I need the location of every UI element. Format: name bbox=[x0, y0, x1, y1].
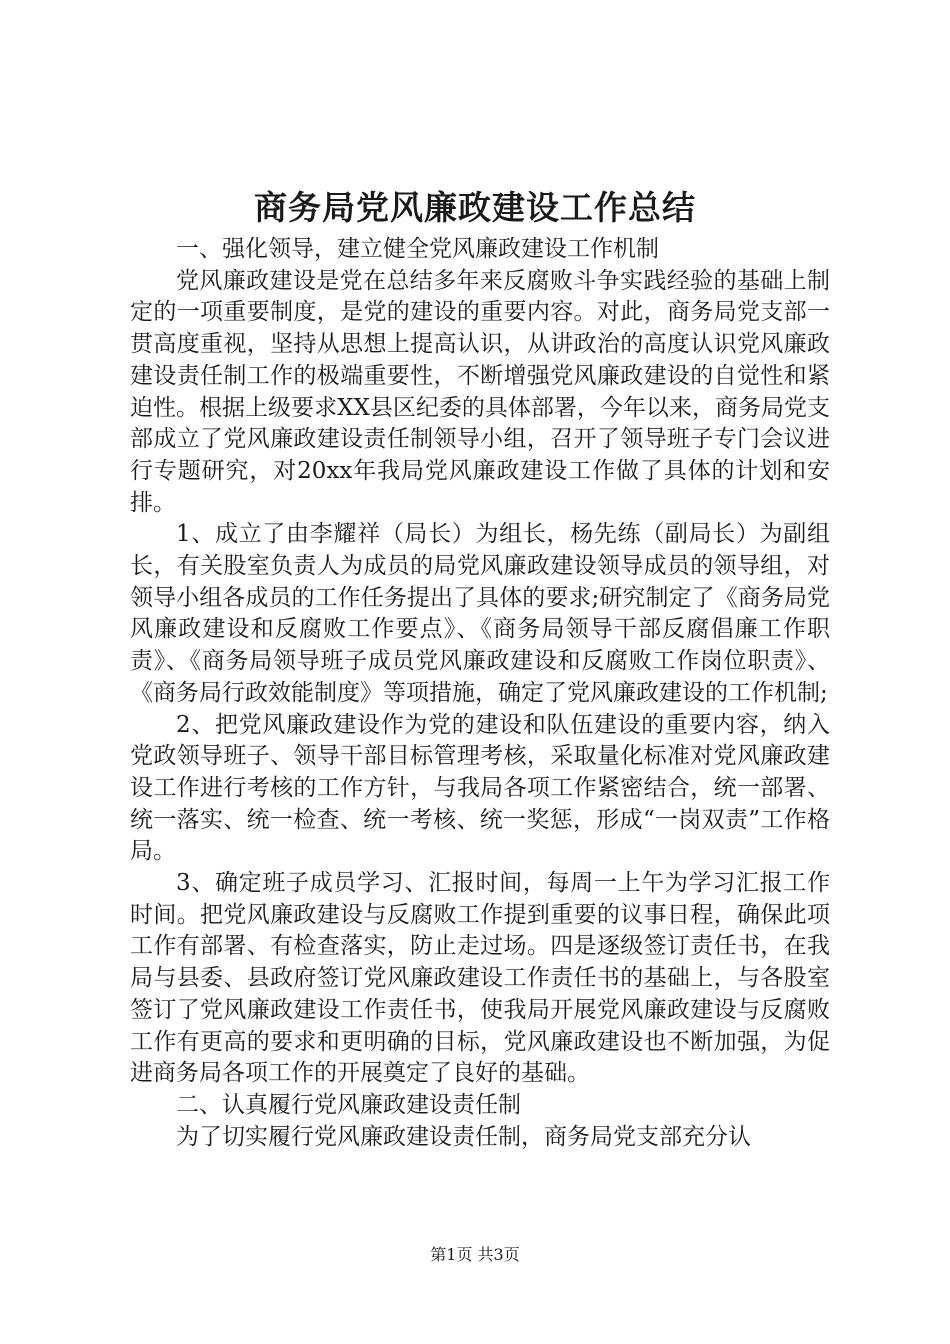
page-indicator: 第1页 共3页 bbox=[430, 1245, 520, 1264]
section-heading-2: 二、认真履行党风廉政建设责任制 bbox=[176, 1091, 521, 1118]
document-body bbox=[130, 234, 830, 1153]
document-title: 商务局党风廉政建设工作总结 bbox=[254, 188, 696, 227]
section-heading-1: 一、强化领导，建立健全党风廉政建设工作机制 bbox=[176, 236, 659, 262]
paragraph-intro: 党风廉政建设是党在总结多年来反腐败斗争实践经验的基础上制定的一项重要制度，是党的建设的重要内容。对此，商务局党支部一贯高度重视，坚持从思想上提高认识，从讲政治的高度认识党风廉政建设责任制工作的极端重要性，不断增强党风廉政建设的自觉性和紧迫性。根据上级要求XX县区纪委的具体部署，今年以来，商务局党支部成立了党风廉政建设责任制领导小组，召开了领导班子专门会议进行专题研究，对20xx年我局党风廉政建设工作做了具体的计划和安排。 bbox=[130, 267, 830, 516]
paragraph-item-1: 1、成立了由李耀祥（局长）为组长，杨先练（副局长）为副组长，有关股室负责人为成员的局党风廉政建设领导成员的领导组，对领导小组各成员的工作任务提出了具体的要求;研究制定了《商务局党风廉政建设和反腐败工作要点》、《商务局领导干部反腐倡廉工作职责》、《商务局领导班子成员党风廉政建设和反腐败工作岗位职责》、《商务局行政效能制度》等项措施，确定了党风廉政建设的工作机制; bbox=[130, 521, 830, 706]
paragraph-item-3: 3、确定班子成员学习、汇报时间，每周一上午为学习汇报工作时间。把党风廉政建设与反腐败工作提到重要的议事日程，确保此项工作有部署、有检查落实，防止走过场。四是逐级签订责任书，在我局与县委、县政府签订党风廉政建设工作责任书的基础上，与各股室签订了党风廉政建设工作责任书，使我局开展党风廉政建设与反腐败工作有更高的要求和更明确的目标，党风廉政建设也不断加强，为促进商务局各项工作的开展奠定了良好的基础。 bbox=[130, 870, 830, 1087]
paragraph-section-2: 为了切实履行党风廉政建设责任制，商务局党支部充分认 bbox=[176, 1123, 751, 1150]
paragraph-item-2: 2、把党风廉政建设作为党的建设和队伍建设的重要内容，纳入党政领导班子、领导干部目标管理考核，采取量化标准对党风廉政建设工作进行考核的工作方针，与我局各项工作紧密结合，统一部署、统一落实、统一检查、统一考核、统一奖惩，形成“一岗双责”工作格局。 bbox=[130, 711, 830, 865]
